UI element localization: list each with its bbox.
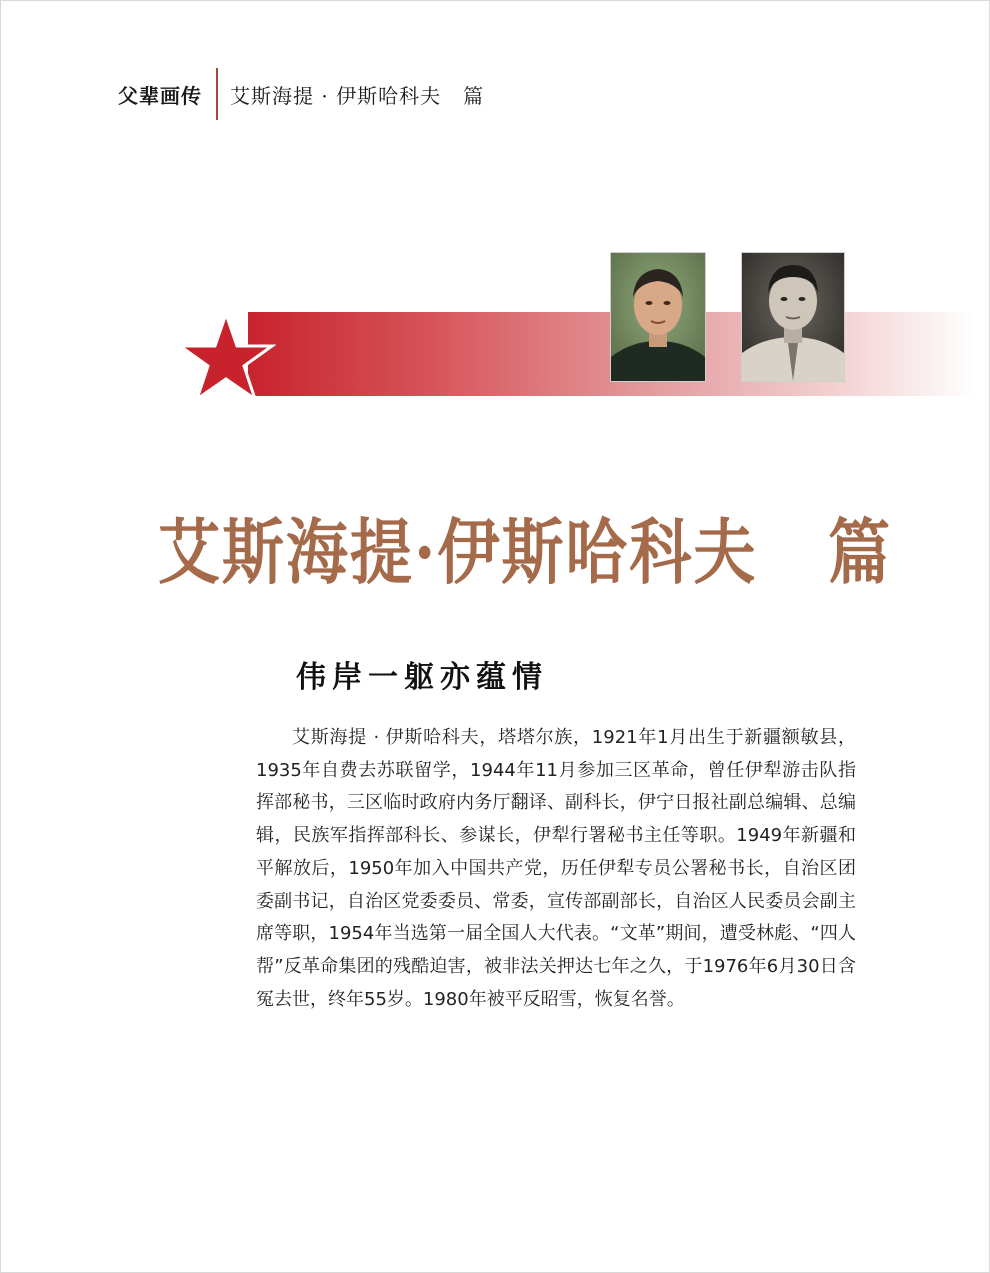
red-star-icon xyxy=(176,310,276,402)
chapter-label: 艾斯海提 · 伊斯哈科夫 篇 xyxy=(230,83,485,108)
biography-paragraph: 艾斯海提 · 伊斯哈科夫，塔塔尔族，1921年1月出生于新疆额敏县，1935年自费去苏联留学，1944年11月参加三区革命，曾任伊犁游击队指挥部秘书，三区临时政府内务厅翻译、副科长，伊宁日报社副总编辑、总编辑，民族军指挥部科长、参谋长，伊犁行署秘书主任等职。1949年新疆和平解放后，1950年加入中国共产党，历任伊犁专员公署秘书长，自治区团委副书记，自治区党委委员、常委，宣传部副部长，自治区人民委员会副主席等职，1954年当选第一届全国人大代表。“文革”期间，遭受林彪、“四人帮”反革命集团的残酷迫害，被非法关押达七年之久，于1976年6月30日含冤去世，终年55岁。1980年被平反昭雪，恢复名誉。 xyxy=(256,727,856,1010)
portrait-photo-color xyxy=(610,252,706,382)
title-banner xyxy=(176,250,976,400)
portrait-photo-bw xyxy=(741,252,845,382)
section-title: 伟岸一躯亦蕴情 xyxy=(296,660,548,695)
series-label: 父辈画传 xyxy=(118,83,202,108)
main-title: 艾斯海提·伊斯哈科夫 篇 xyxy=(157,510,893,595)
running-header xyxy=(118,68,484,120)
header-divider xyxy=(216,68,218,120)
